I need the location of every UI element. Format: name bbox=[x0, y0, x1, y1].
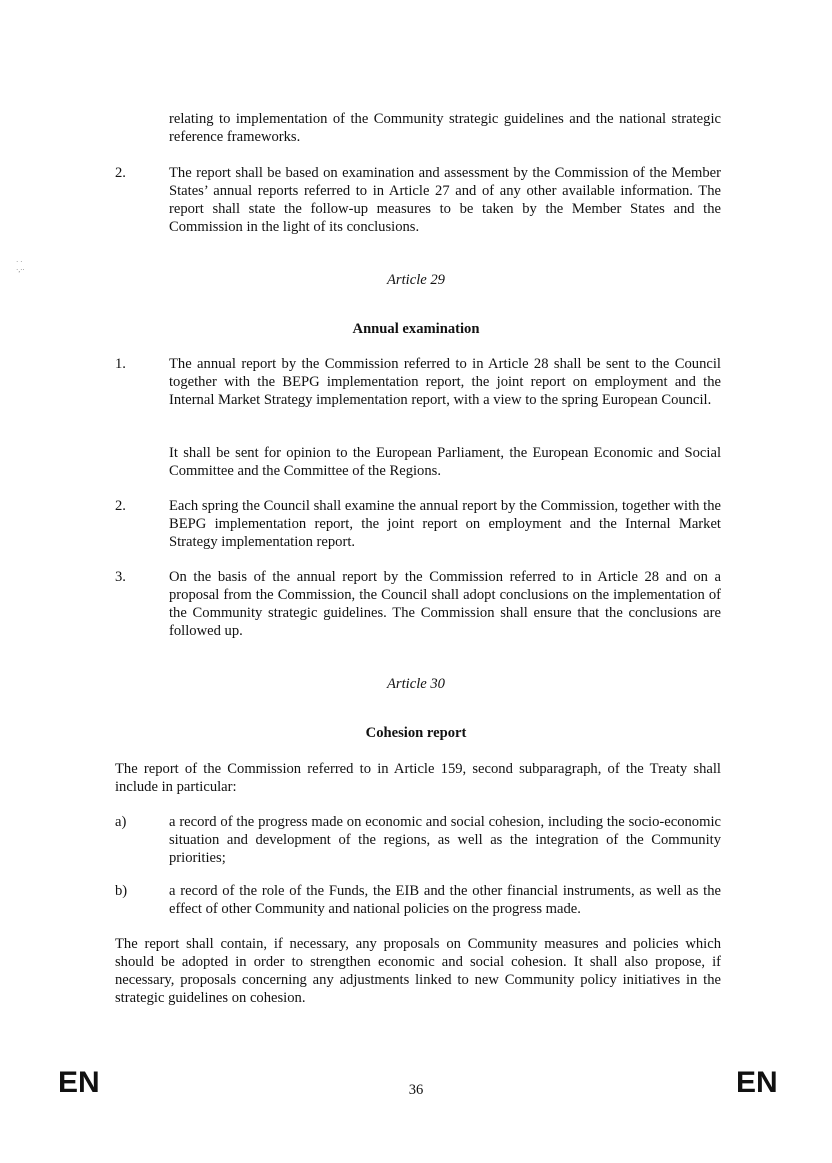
point-label: a) bbox=[115, 814, 127, 830]
item-text: Each spring the Council shall examine the annual report by the Commission, together with the BEPG implementation report, the joint report on employment and the Internal Market Strategy implementation report. bbox=[169, 498, 721, 550]
item-number: 2. bbox=[115, 165, 126, 181]
article29-title: Annual examination bbox=[352, 321, 480, 337]
article30-heading: Article 30 bbox=[387, 676, 445, 692]
article30-intro: The report of the Commission referred to in Article 159, second subparagraph, of the Treaty shall include in particular: bbox=[115, 761, 721, 795]
language-code-right: EN bbox=[736, 1066, 778, 1099]
point-label: b) bbox=[115, 883, 128, 899]
article29-item-2 bbox=[115, 497, 721, 551]
article29-item-3 bbox=[115, 568, 721, 640]
item-text: The annual report by the Commission referred to in Article 28 shall be sent to the Council together with the BEPG implementation report, the joint report on employment and the Internal Market Strategy implementation report, with a view to the spring European Council. bbox=[169, 356, 721, 408]
article28-item-2 bbox=[115, 164, 721, 236]
point-text: a record of the role of the Funds, the EIB and the other financial instruments, as well as the effect of other Community and national policies on the progress made. bbox=[169, 883, 721, 917]
article29-item-1-paragraph-2: It shall be sent for opinion to the European Parliament, the European Economic and Social Committee and the Committee of the Regions. bbox=[169, 445, 721, 479]
point-text: a record of the progress made on economic and social cohesion, including the socio-economic situation and development of the regions, as well as the integration of the Community priorities; bbox=[169, 814, 721, 866]
page-number: 36 bbox=[408, 1082, 424, 1098]
article30-point-a bbox=[115, 813, 721, 867]
item-text: On the basis of the annual report by the Commission referred to in Article 28 and on a proposal from the Commission, the Council shall adopt conclusions on the implementation of the Community strategic guidelines. The Commission shall ensure that the conclusions are followed up. bbox=[169, 569, 721, 639]
item-number: 3. bbox=[115, 569, 126, 585]
item-number: 2. bbox=[115, 498, 126, 514]
article29-heading: Article 29 bbox=[387, 272, 445, 288]
article29-item-1 bbox=[115, 355, 721, 409]
scan-specks: · · ·,·· bbox=[16, 258, 25, 274]
article30-point-b bbox=[115, 882, 721, 918]
item-text: The report shall be based on examination and assessment by the Commission of the Member States’ annual reports referred to in Article 27 and of any other available information. The report shall state the follow-up measures to be taken by the Member States and the Commission in the light of its conclusions. bbox=[169, 165, 721, 235]
article30-title: Cohesion report bbox=[365, 725, 467, 741]
language-code-left: EN bbox=[58, 1066, 100, 1099]
item-number: 1. bbox=[115, 356, 126, 372]
article30-closing: The report shall contain, if necessary, any proposals on Community measures and policies which should be adopted in order to strengthen economic and social cohesion. It shall also propose, if necessary, proposals concerning any adjustments linked to new Community policy initiatives in the strategic guidelines on cohesion. bbox=[115, 936, 721, 1006]
intro-paragraph: relating to implementation of the Community strategic guidelines and the national strategic reference frameworks. bbox=[169, 111, 721, 145]
